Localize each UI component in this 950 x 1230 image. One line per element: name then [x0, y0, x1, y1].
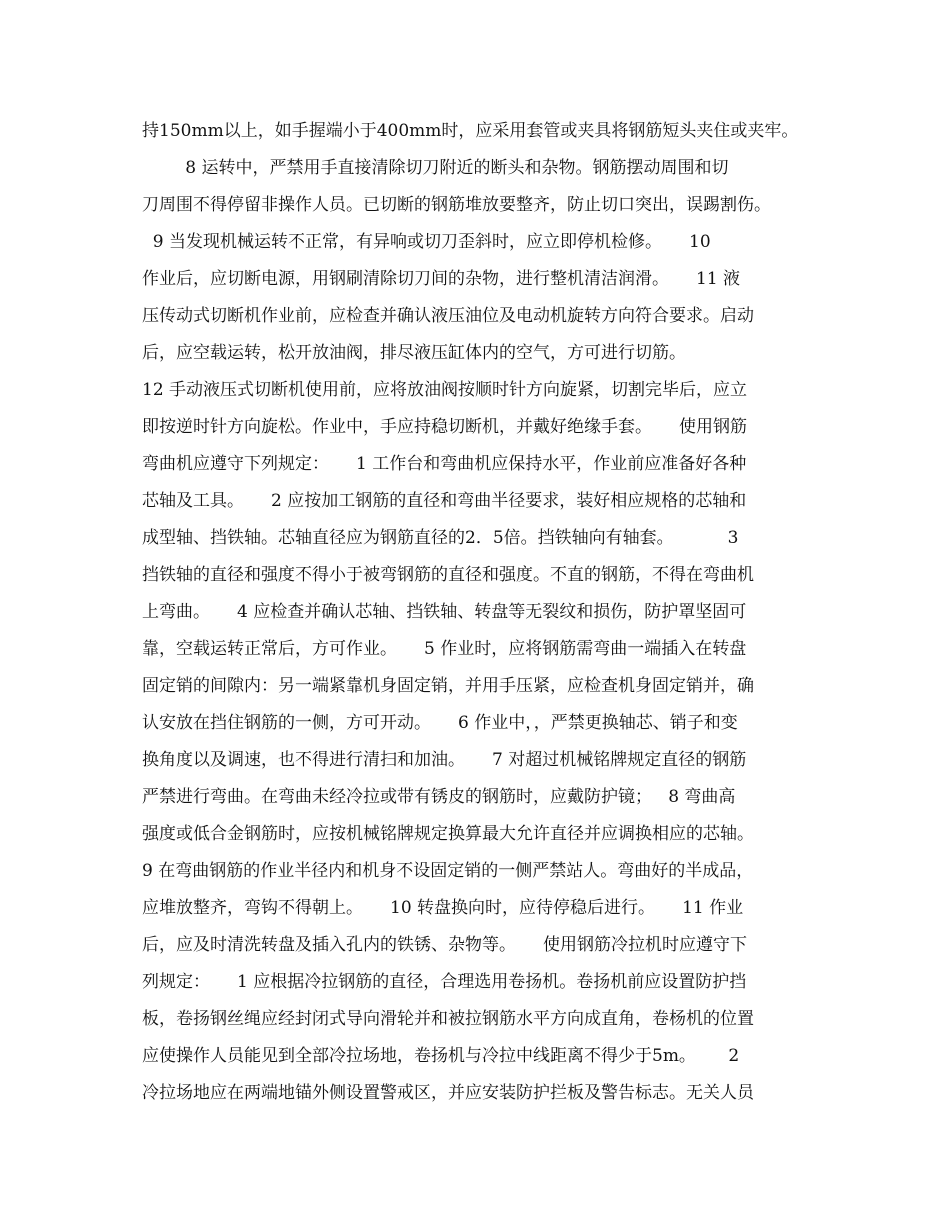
text-line: 刀周围不得停留非操作人员。已切断的钢筋堆放要整齐，防止切口突出，误踢割伤。: [142, 195, 771, 215]
text-line: 应使操作人员能见到全部冷拉场地，卷扬机与冷拉中线距离不得少于5m。 2: [142, 1046, 740, 1066]
text-line: 8 运转中，严禁用手直接清除切刀附近的断头和杂物。钢筋摆动周围和切: [142, 158, 729, 178]
text-line: 作业后，应切断电源，用钢刷清除切刀间的杂物，进行整机清洁润滑。 11 液: [142, 269, 741, 289]
text-line: 应堆放整齐，弯钩不得朝上。 10 转盘换向时，应待停稳后进行。 11 作业: [142, 898, 744, 918]
text-line: 挡铁轴的直径和强度不得小于被弯钢筋的直径和强度。不直的钢筋，不得在弯曲机: [142, 565, 754, 585]
text-line: 列规定： 1 应根据冷拉钢筋的直径，合理选用卷扬机。卷扬机前应设置防护挡: [142, 972, 747, 992]
text-line: 上弯曲。 4 应检查并确认芯轴、挡铁轴、转盘等无裂纹和损伤，防护罩坚固可: [142, 602, 747, 622]
text-line: 强度或低合金钢筋时，应按机械铭牌规定换算最大允许直径并应调换相应的芯轴。: [142, 824, 754, 844]
text-line: 即按逆时针方向旋松。作业中，手应持稳切断机，并戴好绝缘手套。 使用钢筋: [142, 417, 748, 437]
text-line: 冷拉场地应在两端地锚外侧设置警戒区，并应安装防护拦板及警告标志。无关人员: [142, 1083, 754, 1103]
text-line: 9 当发现机械运转不正常，有异响或切刀歪斜时，应立即停机检修。 10: [142, 232, 711, 252]
text-line: 9 在弯曲钢筋的作业半径内和机身不设固定销的一侧严禁站人。弯曲好的半成品，: [142, 861, 754, 881]
text-line: 严禁进行弯曲。在弯曲未经冷拉或带有锈皮的钢筋时，应戴防护镜； 8 弯曲高: [142, 787, 736, 807]
text-line: 压传动式切断机作业前，应检查并确认液压油位及电动机旋转方向符合要求。启动: [142, 306, 754, 326]
text-line: 靠，空载运转正常后，方可作业。 5 作业时，应将钢筋需弯曲一端插入在转盘: [142, 639, 747, 659]
text-line: 认安放在挡住钢筋的一侧，方可开动。 6 作业中，，严禁更换轴芯、销子和变: [142, 713, 738, 733]
text-line: 后，应空载运转，松开放油阀，排尽液压缸体内的空气，方可进行切筋。: [142, 343, 686, 363]
text-line: 换角度以及调速，也不得进行清扫和加油。 7 对超过机械铭牌规定直径的钢筋: [142, 750, 747, 770]
text-line: 持150mm以上，如手握端小于400mm时，应采用套管或夹具将钢筋短头夹住或夹牢。: [142, 121, 799, 141]
text-line: 后，应及时清洗转盘及插入孔内的铁锈、杂物等。 使用钢筋冷拉机时应遵守下: [142, 935, 748, 955]
text-line: 成型轴、挡铁轴。芯轴直径应为钢筋直径的2．5倍。挡铁轴向有轴套。 3: [142, 528, 739, 548]
text-line: 板，卷扬钢丝绳应经封闭式导向滑轮并和被拉钢筋水平方向成直角，卷杨机的位置: [142, 1009, 754, 1029]
text-line: 弯曲机应遵守下列规定： 1 工作台和弯曲机应保持水平，作业前应准备好各种: [142, 454, 747, 474]
text-line: 芯轴及工具。 2 应按加工钢筋的直径和弯曲半径要求，装好相应规格的芯轴和: [142, 491, 747, 511]
text-line: 12 手动液压式切断机使用前，应将放油阀按顺时针方向旋紧，切割完毕后，应立: [142, 380, 748, 400]
text-line: 固定销的间隙内：另一端紧靠机身固定销，并用手压紧，应检查机身固定销并，确: [142, 676, 754, 696]
